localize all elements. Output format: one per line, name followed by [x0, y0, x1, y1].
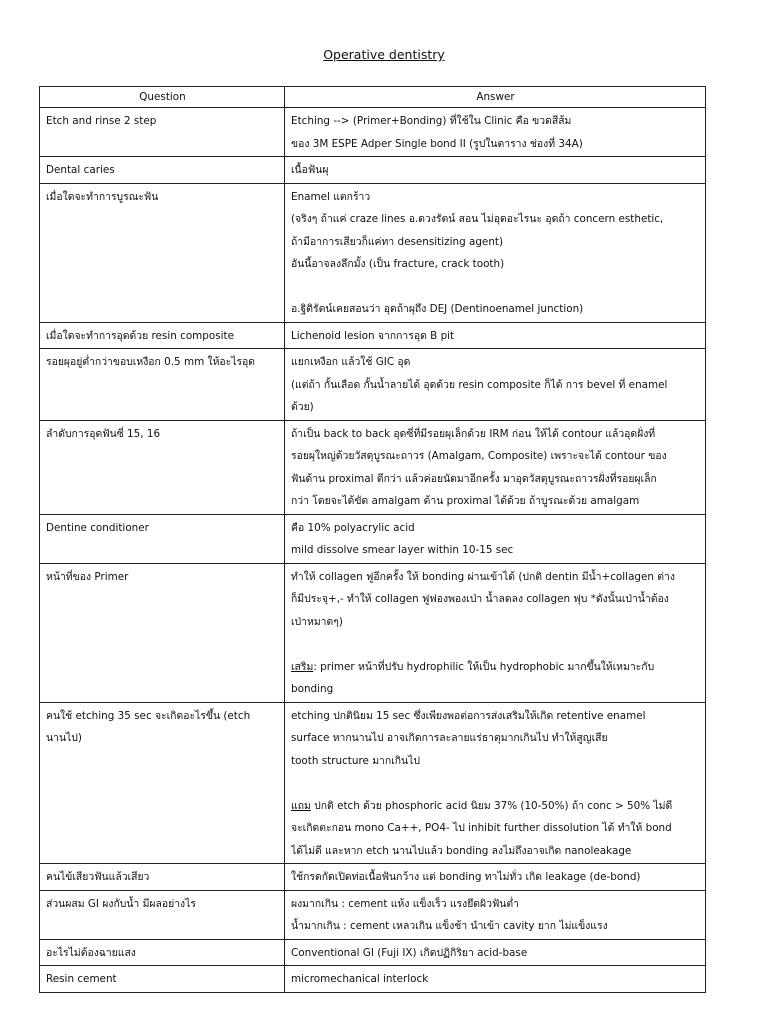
- question-cell: [40, 864, 285, 891]
- table-row: [40, 563, 706, 702]
- answer-text: Enamel แตกร้าว: [291, 190, 371, 203]
- table-body: [40, 108, 706, 993]
- question-text: นานไป): [46, 732, 82, 744]
- answer-text: (แต่ถ้า กั้นเลือด กั้นน้ำลายได้ อุดด้วย resin composite ก็ได้ การ bevel ที่ enamel: [291, 378, 668, 391]
- table-row: [40, 183, 706, 322]
- qa-table: [39, 86, 706, 993]
- answer-cell: [285, 183, 706, 322]
- answer-text: (จริงๆ ถ้าแค่ craze lines อ.ดวงรัตน์ สอน ไม่อุดอะไรนะ อุดถ้า concern esthetic,: [291, 213, 664, 225]
- answer-text: ของ 3M ESPE Adper Single bond II (รูปในตาราง ช่องที่ 34A): [291, 137, 583, 150]
- question-cell: [40, 157, 285, 184]
- question-text: อะไรไม่ต้องฉายแสง: [46, 946, 136, 959]
- blank-line: [291, 633, 700, 656]
- answer-text: กว่า โดยจะได้ขัด amalgam ด้าน proximal ได้ด้วย ถ้าบูรณะด้วย amalgam: [291, 495, 640, 507]
- page-title: Operative dentistry: [323, 47, 445, 62]
- answer-cell: [285, 514, 706, 563]
- answer-cell: [285, 108, 706, 157]
- table-row: [40, 157, 706, 184]
- answer-text: surface หากนานไป อาจเกิดการละลายแร่ธาตุมากเกินไป ทำให้สูญเสีย: [291, 732, 608, 744]
- answer-text: mild dissolve smear layer within 10-15 sec: [291, 544, 514, 556]
- question-cell: [40, 563, 285, 702]
- table-row: [40, 420, 706, 514]
- question-cell: [40, 939, 285, 966]
- answer-text: etching ปกตินิยม 15 sec ซึ่งเพียงพอต่อการส่งเสริมให้เกิด retentive enamel: [291, 709, 646, 722]
- answer-text: แยกเหงือก แล้วใช้ GIC อุด: [291, 356, 411, 368]
- answer-cell: [285, 563, 706, 702]
- question-cell: [40, 420, 285, 514]
- answer-text: น้ำมากเกิน : cement เหลวเกิน แข็งช้า นำเข้า cavity ยาก ไม่แข็งแรง: [291, 920, 608, 932]
- answer-text: ถ้าเป็น back to back อุดซี่ที่มีรอยผุเล็กด้วย IRM ก่อน ให้ได้ contour แล้วอุดฝั่งที่: [291, 427, 656, 440]
- answer-text: จะเกิดตะกอน mono Ca++, PO4- ไป inhibit further dissolution ได้ ทำให้ bond: [291, 822, 672, 834]
- question-cell: [40, 322, 285, 349]
- answer-text: Lichenoid lesion จากการอุด B pit: [291, 329, 455, 342]
- answer-text: เป่าหมาดๆ): [291, 615, 343, 628]
- answer-cell: [285, 890, 706, 939]
- answer-text: ได้ไม่ดี และหาก etch นานไปแล้ว bonding ลงไม่ถึงอาจเกิด nanoleakage: [291, 844, 632, 857]
- answer-text: เนื้อฟันผุ: [291, 164, 329, 176]
- question-text: เมื่อใดจะทำการอุดด้วย resin composite: [46, 329, 235, 342]
- blank-line: [291, 276, 700, 299]
- answer-text: อ.ฐิติรัตน์เคยสอนว่า อุดถ้าผุถึง DEJ (Dentinoenamel junction): [291, 303, 584, 315]
- answer-text: คือ 10% polyacrylic acid: [291, 521, 415, 534]
- question-text: ลำดับการอุดฟันซี่ 15, 16: [46, 427, 161, 440]
- answer-cell: [285, 966, 706, 993]
- question-text: เมื่อใดจะทำการบูรณะฟัน: [46, 190, 159, 203]
- answer-cell: [285, 420, 706, 514]
- answer-text: แถม ปกติ etch ด้วย phosphoric acid นิยม 37% (10-50%) ถ้า conc > 50% ไม่ดี: [291, 799, 673, 812]
- question-cell: [40, 702, 285, 864]
- answer-text: ก็มีประจุ+,- ทำให้ collagen ฟูฟองพองเป่า น้ำลดลง collagen ฟุบ *ดังนั้นเป่าน้ำต้อง: [291, 593, 669, 605]
- answer-text: Etching --> (Primer+Bonding) ที่ใช้ใน Clinic คือ ขวดสีส้ม: [291, 115, 572, 127]
- question-text: รอยผุอยู่ต่ำกว่าขอบเหงือก 0.5 mm ให้อะไรอุด: [46, 356, 256, 368]
- question-cell: [40, 966, 285, 993]
- table-row: [40, 890, 706, 939]
- answer-cell: [285, 939, 706, 966]
- table-row: [40, 322, 706, 349]
- answer-text: micromechanical interlock: [291, 973, 429, 985]
- answer-text: เสริม: primer หน้าที่ปรับ hydrophilic ให้เป็น hydrophobic มากขึ้นให้เหมาะกับ: [291, 660, 655, 673]
- table-row: [40, 514, 706, 563]
- table-row: [40, 966, 706, 993]
- question-text: คนใช้ etching 35 sec จะเกิดอะไรขึ้น (etch: [46, 709, 251, 722]
- question-cell: [40, 183, 285, 322]
- question-cell: [40, 890, 285, 939]
- question-text: Dentine conditioner: [46, 521, 149, 534]
- answer-cell: [285, 349, 706, 421]
- answer-text: ผงมากเกิน : cement แห้ง แข็งเร็ว แรงยึดผิวฟันต่ำ: [291, 897, 519, 910]
- answer-text: ถ้ามีอาการเสียวก็แค่ทา desensitizing agent): [291, 235, 504, 248]
- table-header-row: [40, 87, 706, 108]
- answer-cell: [285, 702, 706, 864]
- underlined-label: เสริม: [291, 660, 314, 673]
- answer-text: bonding: [291, 683, 334, 695]
- header-question: Question: [40, 87, 285, 108]
- question-text: Resin cement: [46, 973, 117, 985]
- blank-line: [291, 772, 700, 795]
- answer-text: อันนี้อาจลงลึกมั้ง (เป็น fracture, crack tooth): [291, 258, 505, 270]
- question-text: Etch and rinse 2 step: [46, 115, 157, 127]
- question-text: หน้าที่ของ Primer: [46, 570, 129, 583]
- table-row: [40, 864, 706, 891]
- answer-text: ทำให้ collagen ฟูอีกครั้ง ให้ bonding ผ่านเข้าได้ (ปกติ dentin มีน้ำ+collagen ต่าง: [291, 570, 675, 583]
- answer-text: รอยผุใหญ่ด้วยวัสดุบูรณะถาวร (Amalgam, Composite) เพราะจะได้ contour ของ: [291, 450, 667, 462]
- answer-text: tooth structure มากเกินไป: [291, 754, 420, 767]
- header-answer: Answer: [285, 87, 706, 108]
- answer-text: Conventional GI (Fuji IX) เกิดปฏิกิริยา acid-base: [291, 946, 528, 959]
- question-text: คนไข้เสียวฟันแล้วเสียว: [46, 871, 150, 883]
- underlined-label: แถม: [291, 799, 311, 812]
- table-row: [40, 349, 706, 421]
- answer-cell: [285, 157, 706, 184]
- table-row: [40, 939, 706, 966]
- answer-cell: [285, 864, 706, 891]
- question-text: Dental caries: [46, 164, 115, 176]
- answer-text: ฟันด้าน proximal ดีกว่า แล้วค่อยนัดมาอีกครั้ง มาอุดวัสดุบูรณะถาวรฝั่งที่รอยผุเล็ก: [291, 472, 657, 485]
- table-row: [40, 108, 706, 157]
- table-row: [40, 702, 706, 864]
- question-cell: [40, 349, 285, 421]
- answer-text: ด้วย): [291, 401, 314, 413]
- question-cell: [40, 514, 285, 563]
- question-cell: [40, 108, 285, 157]
- answer-cell: [285, 322, 706, 349]
- question-text: ส่วนผสม GI ผงกับน้ำ มีผลอย่างไร: [46, 897, 196, 910]
- answer-text: ใช้กรดกัดเปิดท่อเนื้อฟันกว้าง แต่ bonding ทาไม่ทั่ว เกิด leakage (de-bond): [291, 871, 641, 883]
